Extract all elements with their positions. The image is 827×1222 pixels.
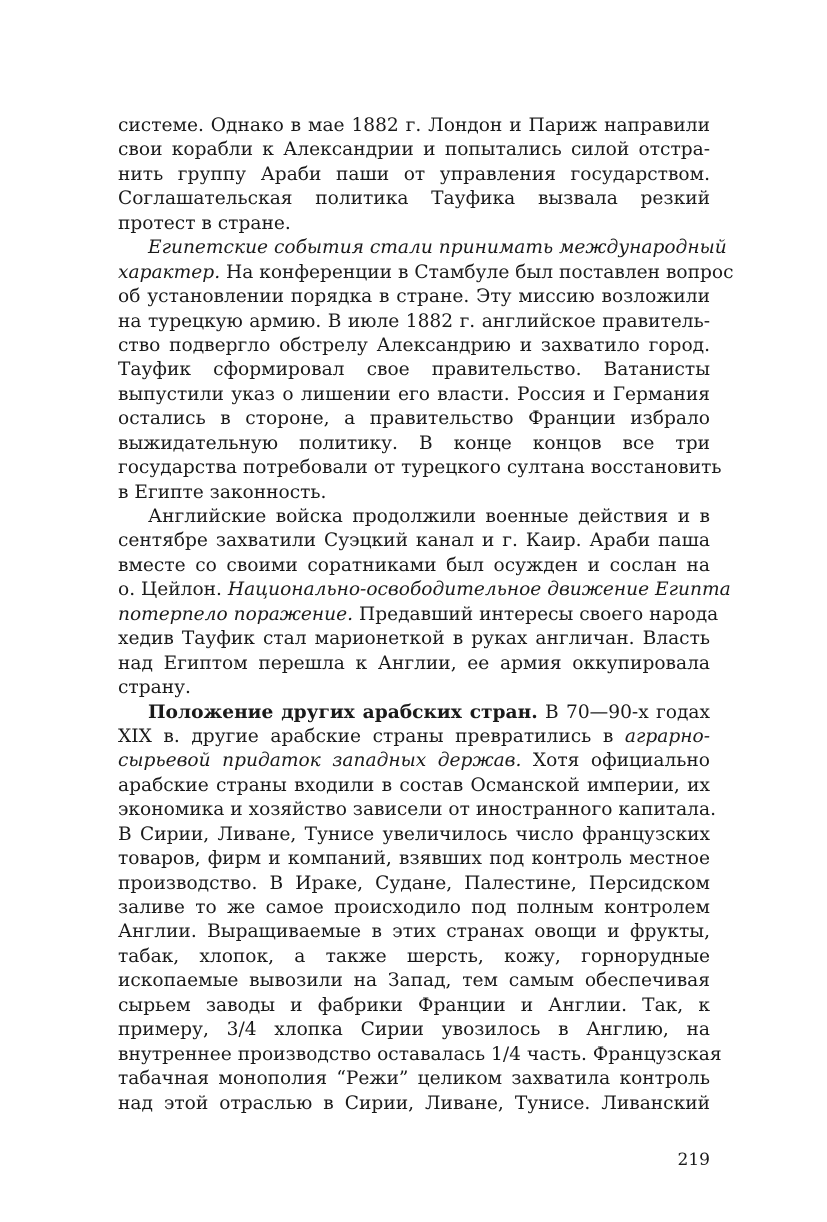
- text-line: [118, 701, 710, 725]
- text-run: ископаемые вывозили на Запад, тем самым обеспечивая: [118, 970, 710, 992]
- text-line: [118, 261, 734, 285]
- text-run: товаров, фирм и компаний, взявших под контроль местное: [118, 848, 710, 870]
- text-line: [118, 163, 710, 187]
- text-run: арабские страны входили в состав Османской империи, их: [118, 774, 710, 796]
- text-run: Тауфик сформировал свое правительство. Ватанисты: [118, 359, 710, 381]
- text-run: В Сирии, Ливане, Тунисе увеличилось число французских: [118, 823, 710, 845]
- text-line: [118, 603, 719, 627]
- body-text: [118, 114, 734, 1116]
- text-line: [118, 676, 710, 700]
- text-run: сырьем заводы и фабрики Франции и Англии. Так, к: [118, 994, 710, 1016]
- text-line: [118, 456, 722, 480]
- text-run: выжидательную политику. В конце концов все три: [118, 432, 710, 454]
- text-line: [118, 554, 710, 578]
- text-line: [118, 652, 710, 676]
- text-line: [118, 847, 710, 871]
- text-run: системе. Однако в мае 1882 г. Лондон и Париж направили: [118, 115, 710, 136]
- text-run: примеру, 3/4 хлопка Сирии увозилось в Англию, на: [118, 1019, 710, 1041]
- text-run: XIX в. другие арабские страны превратились в: [118, 725, 625, 747]
- text-line: [118, 627, 710, 651]
- text-run: табак, хлопок, а также шерсть, кожу, горнорудные: [118, 945, 710, 967]
- text-run: внутреннее производство оставалась 1/4 часть. Французская: [118, 1043, 722, 1065]
- text-line: [118, 505, 710, 529]
- text-line: [118, 1043, 722, 1067]
- text-run: государства потребовали от турецкого султана восстановить: [118, 457, 722, 479]
- text-run: заливе то же самое происходило под полным контролем: [118, 897, 710, 918]
- text-line: [118, 383, 710, 407]
- text-run: свои корабли к Александрии и попытались силой отстра-: [118, 139, 710, 161]
- text-run: экономика и хозяйство зависели от иностранного капитала.: [118, 799, 716, 821]
- text-line: [118, 187, 710, 211]
- text-line: [118, 1067, 710, 1091]
- text-line: [118, 285, 710, 309]
- text-line: [118, 212, 710, 236]
- italic-emphasis: Национально-освободительное движение Египта: [227, 579, 731, 601]
- text-run: Предавший интересы своего народа: [353, 603, 719, 625]
- text-run: над Египтом перешла к Англии, ее армия оккупировала: [118, 652, 710, 674]
- text-run: на турецкую армию. В июле 1882 г. английское правитель-: [118, 310, 710, 332]
- text-run: Английские войска продолжили военные действия и в: [148, 506, 710, 527]
- text-run: производство. В Ираке, Судане, Палестине, Персидском: [118, 872, 710, 894]
- text-run: табачная монополия “Режи” целиком захватила контроль: [118, 1068, 710, 1090]
- italic-emphasis: сырьевой придаток западных держав.: [118, 750, 522, 772]
- text-run: протест в стране.: [118, 212, 291, 234]
- text-line: [118, 310, 710, 334]
- text-line: [118, 432, 710, 456]
- text-line: [118, 725, 710, 749]
- text-run: о. Цейлон.: [118, 579, 228, 601]
- text-line: [118, 1092, 710, 1116]
- italic-emphasis: характер.: [118, 261, 221, 283]
- text-run: вместе со своими соратниками был осужден и сослан на: [118, 554, 710, 576]
- text-line: [118, 945, 710, 969]
- text-line: [118, 236, 727, 260]
- text-line: [118, 823, 710, 847]
- text-line: [118, 114, 710, 138]
- text-line: [118, 358, 710, 382]
- text-line: [118, 1018, 710, 1042]
- text-line: [118, 529, 710, 553]
- text-line: [118, 872, 710, 896]
- italic-emphasis: аграрно-: [624, 725, 710, 747]
- text-run: об установлении порядка в стране. Эту миссию возложили: [118, 286, 710, 308]
- italic-emphasis: потерпело поражение.: [118, 603, 354, 625]
- text-line: [118, 896, 710, 920]
- text-run: Англии. Выращиваемые в этих странах овощи и фрукты,: [118, 921, 710, 943]
- text-run: хедив Тауфик стал марионеткой в руках англичан. Власть: [118, 628, 710, 650]
- text-line: [118, 798, 716, 822]
- text-run: выпустили указ о лишении его власти. Россия и Германия: [118, 383, 710, 405]
- text-line: [118, 334, 710, 358]
- text-line: [118, 969, 710, 993]
- text-run: страну.: [118, 677, 191, 699]
- bold-heading: Положение других арабских стран.: [148, 701, 538, 723]
- text-line: [118, 994, 710, 1018]
- text-run: сентябре захватили Суэцкий канал и г. Каир. Араби паша: [118, 530, 710, 552]
- text-run: остались в стороне, а правительство Франции избрало: [118, 408, 710, 430]
- text-run: Хотя официально: [521, 750, 710, 772]
- text-line: [118, 920, 710, 944]
- text-line: [118, 481, 710, 505]
- text-run: Соглашательская политика Тауфика вызвала резкий: [118, 188, 710, 210]
- italic-emphasis: Египетские события стали принимать международный: [148, 237, 727, 259]
- text-run: над этой отраслью в Сирии, Ливане, Тунисе. Ливанский: [118, 1092, 710, 1114]
- page-number: 219: [677, 1150, 710, 1170]
- text-run: ство подвергло обстрелу Александрию и захватило город.: [118, 334, 710, 356]
- text-line: [118, 578, 731, 602]
- text-run: В 70—90-х годах: [537, 701, 710, 723]
- text-run: нить группу Араби паши от управления государством.: [118, 163, 710, 185]
- text-run: в Египте законность.: [118, 481, 327, 503]
- text-line: [118, 138, 710, 162]
- text-line: [118, 749, 710, 773]
- text-line: [118, 774, 710, 798]
- text-run: На конференции в Стамбуле был поставлен вопрос: [220, 261, 734, 283]
- text-line: [118, 407, 710, 431]
